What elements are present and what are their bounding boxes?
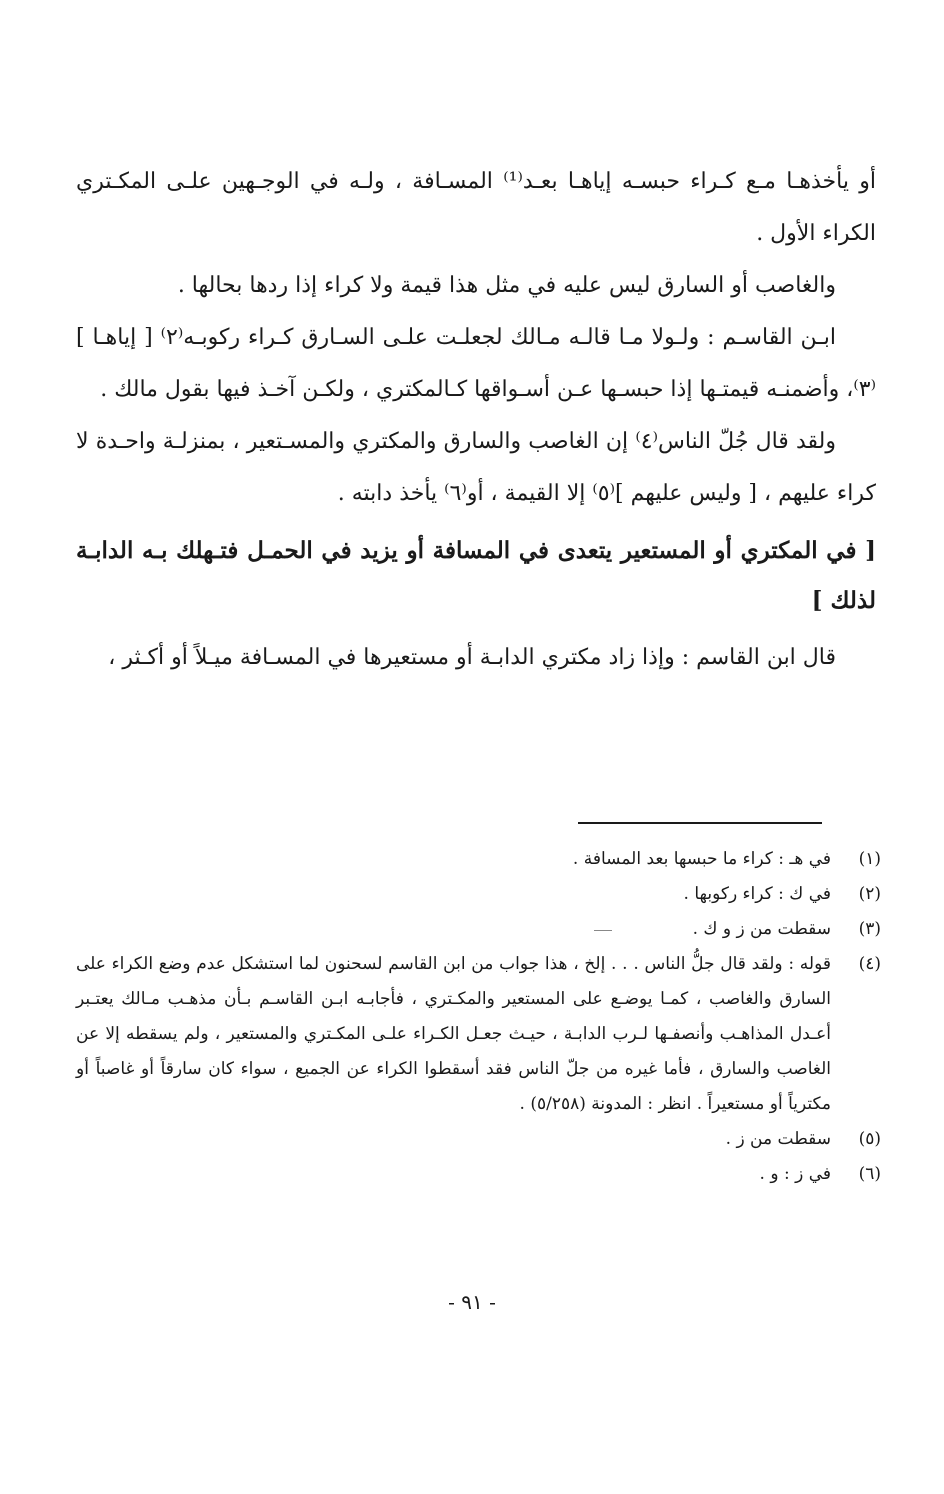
scan-artifact-mark [594,930,612,931]
footnote-2 [76,877,881,912]
footnote-3 [76,912,881,947]
paragraph-4: ولقد قال جُلّ الناس⁽٤⁾ إن الغاصب والسارق والمكتري والمسـتعير ، بمنزلـة واحـدة لا كراء عليهم ، [ وليس عليهم ]⁽٥⁾ إلا القيمة ، أو⁽٦⁾ يأخذ دابته . [76,429,876,506]
footnote-4 [76,947,881,1122]
footnote-text: سقطت من ز . [725,1129,831,1149]
footnote-text: في ك : كراء ركوبها . [683,884,831,904]
footnote-number: (٣) [858,919,881,939]
footnote-text: سقطت من ز و ك . [692,919,831,939]
footnote-text: قوله : ولقد قال جلُّ الناس . . . إلخ ، هذا جواب من ابن القاسم لسحنون لما استشكل عدم وضع الكراء على السارق والغاصب ، كمـا يوضـع على المستعير والمكـتري ، فأجابـه ابـن القاسـم بـأن مذهـب مـالك يعتـبر أعـدل المذاهـب وأنصفـها لـرب الدابـة ، حيـث جعـل الكـراء علـى المكـتري والمستعير ، ولم يسقطه إلا عن الغاصب والسارق ، فأما غيره من جلّ الناس فقد أسقطوا الكراء عن الجميع ، سواء كان سارقاً أو غاصباً أو مكترياً أو مستعيراً . انظر : المدونة (٥/٢٥٨) . [76,954,831,1114]
footnote-text: في ز : و . [759,1164,831,1184]
footnote-number: (٤) [858,954,881,974]
footnote-text: في هـ : كراء ما حبسها بعد المسافة . [572,849,831,869]
footnote-1 [76,842,881,877]
footnote-6 [76,1157,881,1192]
paragraph-3: ابـن القاسـم : ولـولا مـا قالـه مـالك لجعلـت علـى السـارق كـراء ركوبـه⁽٢⁾ [ إياهـا ]⁽٣⁾، وأضمنـه قيمتـها إذا حبسـها عـن أسـواقها كـالمكتري ، ولكـن آخـذ فيها بقول مالك . [76,325,876,402]
page-number: - ٩١ - [448,1290,496,1314]
footnote-number: (١) [858,849,881,869]
footnotes [76,842,881,1192]
section-heading: [ في المكتري أو المستعير يتعدى في المسافة أو يزيد في الحمـل فتـهلك بـه الدابـة لذلك ] [76,537,876,614]
main-text [76,156,876,684]
footnote-number: (٦) [858,1164,881,1184]
paragraph-2: والغاصب أو السارق ليس عليه في مثل هذا قيمة ولا كراء إذا ردها بحالها . [177,273,836,298]
footnote-5 [76,1122,881,1157]
footnote-number: (٢) [858,884,881,904]
paragraph-1: أو يأخذهـا مـع كـراء حبسـه إياهـا بعـد⁽¹⁾ المسـافة ، ولـه في الوجـهين علـى المكـتري الكراء الأول . [76,169,876,246]
footnote-number: (٥) [858,1129,881,1149]
footnote-separator [578,822,822,824]
paragraph-5: قال ابن القاسم : وإذا زاد مكتري الدابـة أو مستعيرها في المسـافة ميـلاً أو أكـثر ، [108,645,836,670]
